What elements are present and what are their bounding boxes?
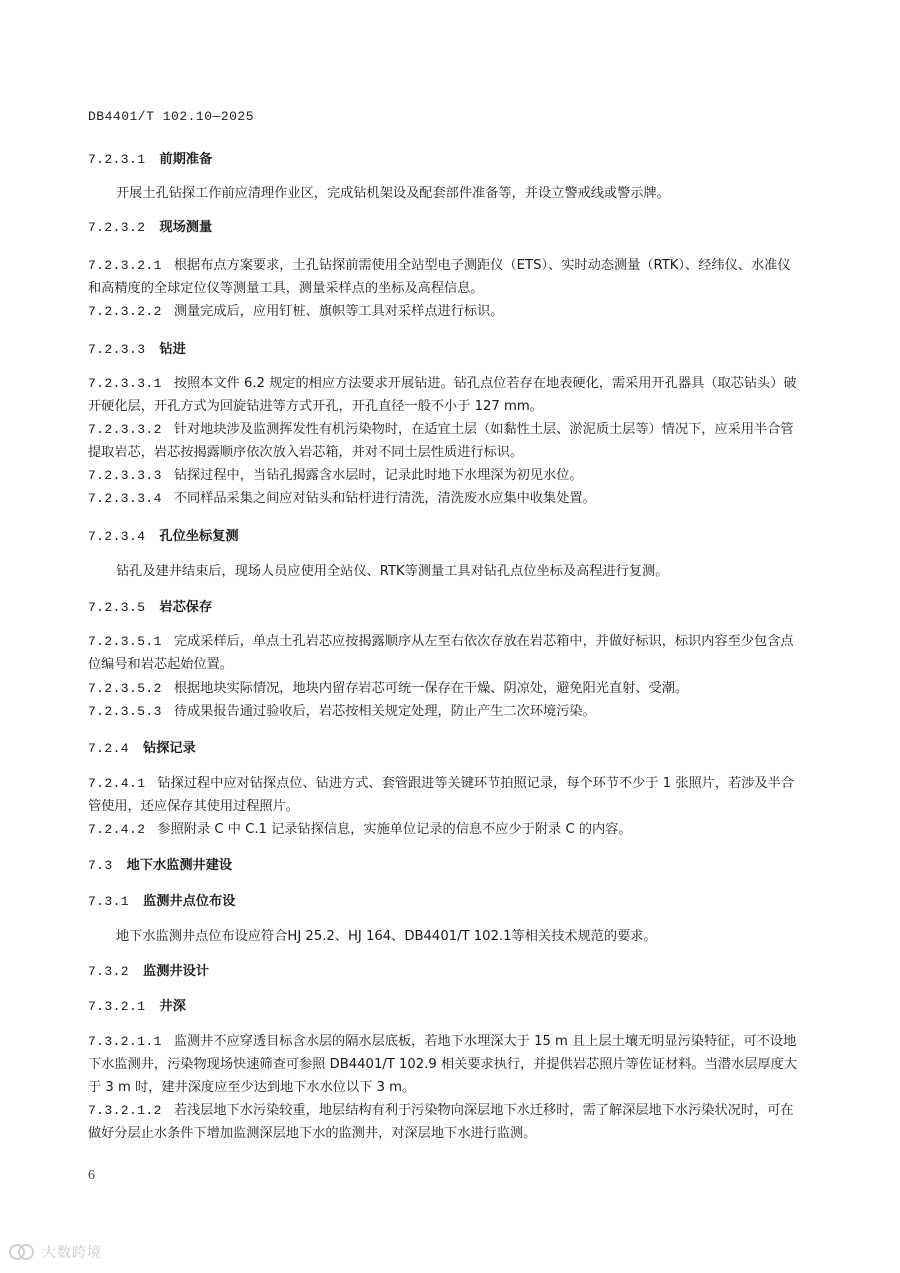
- heading-text: 前期准备: [159, 152, 213, 167]
- section-heading: [88, 960, 800, 983]
- heading-text: 监测井点位布设: [143, 894, 236, 909]
- paragraph: [88, 418, 800, 464]
- clause-number: 7.2.4.1: [88, 776, 146, 791]
- section-heading: [88, 890, 800, 913]
- clause-number: 7.2.3.3.1: [88, 376, 162, 391]
- paragraph: [88, 700, 800, 723]
- clause-number: 7.3.2: [88, 964, 130, 979]
- paragraph: [88, 772, 800, 818]
- paragraph: [88, 464, 800, 487]
- paragraph-text: 针对地块涉及监测挥发性有机污染物时，在适宜土层（如黏性土层、淤泥质土层等）情况下，应采用半合管提取岩芯，岩芯按揭露顺序依次放入岩芯箱，并对不同土层性质进行标识。: [88, 422, 794, 460]
- paragraph: [88, 630, 800, 676]
- paragraph: [88, 372, 800, 418]
- document-code: DB4401/T 102.10—2025: [88, 109, 255, 124]
- page-number: 6: [88, 1168, 95, 1183]
- watermark-logo-icon: [8, 1241, 38, 1263]
- heading-text: 钻探记录: [143, 741, 196, 756]
- clause-number: 7.2.3.5.2: [88, 681, 162, 696]
- paragraph-text: 参照附录 C 中 C.1 记录钻探信息，实施单位记录的信息不应少于附录 C 的内容。: [157, 822, 632, 837]
- clause-number: 7.2.3.3.4: [88, 491, 162, 506]
- clause-number: 7.2.4: [88, 741, 130, 756]
- heading-text: 井深: [159, 999, 186, 1014]
- clause-number: 7.2.3.2: [88, 220, 146, 235]
- paragraph: [88, 487, 800, 510]
- clause-number: 7.2.3.5.1: [88, 634, 162, 649]
- heading-text: 地下水监测井建设: [126, 858, 233, 873]
- clause-number: 7.3.2.1: [88, 999, 146, 1014]
- paragraph: [88, 818, 800, 841]
- paragraph-text: 钻孔及建井结束后，现场人员应使用全站仪、RTK等测量工具对钻孔点位坐标及高程进行复测。: [116, 564, 669, 579]
- clause-number: 7.2.3.2.1: [88, 258, 162, 273]
- clause-number: 7.2.3.5: [88, 600, 146, 615]
- watermark-text: 大数跨境: [42, 1245, 102, 1261]
- paragraph-text: 待成果报告通过验收后，岩芯按相关规定处理，防止产生二次环境污染。: [173, 704, 596, 719]
- heading-text: 孔位坐标复测: [159, 529, 239, 544]
- heading-text: 岩芯保存: [159, 600, 213, 615]
- clause-number: 7.2.3.3: [88, 342, 146, 357]
- paragraph-text: 按照本文件 6.2 规定的相应方法要求开展钻进。钻孔点位若存在地表硬化，需采用开孔器具（取芯钻头）破开硬化层，开孔方式为回旋钻进等方式开孔，开孔直径一般不小于 127 mm。: [88, 376, 797, 414]
- clause-number: 7.2.4.2: [88, 822, 146, 837]
- watermark: [8, 1241, 102, 1263]
- section-heading: [88, 148, 800, 171]
- clause-number: 7.2.3.3.2: [88, 422, 162, 437]
- heading-text: 现场测量: [159, 220, 213, 235]
- paragraph: [88, 254, 800, 300]
- section-heading: [88, 525, 800, 548]
- paragraph: [88, 1099, 800, 1145]
- clause-number: 7.3: [88, 858, 113, 873]
- clause-number: 7.2.3.5.3: [88, 704, 162, 719]
- heading-text: 监测井设计: [143, 964, 209, 979]
- section-heading: [88, 596, 800, 619]
- paragraph: [88, 560, 828, 583]
- clause-number: 7.3.2.1.1: [88, 1034, 162, 1049]
- paragraph-text: 若浅层地下水污染较重，地层结构有利于污染物向深层地下水迁移时，需了解深层地下水污染状况时，可在做好分层止水条件下增加监测深层地下水的监测井，对深层地下水进行监测。: [88, 1103, 794, 1141]
- clause-number: 7.3.1: [88, 894, 130, 909]
- clause-number: 7.2.3.2.2: [88, 304, 162, 319]
- paragraph-text: 不同样品采集之间应对钻头和钻杆进行清洗，清洗废水应集中收集处置。: [173, 491, 596, 506]
- clause-number: 7.2.3.1: [88, 152, 146, 167]
- paragraph: [88, 182, 828, 205]
- paragraph: [88, 677, 800, 700]
- paragraph-text: 钻探过程中应对钻探点位、钻进方式、套管跟进等关键环节拍照记录，每个环节不少于 1 张照片，若涉及半合管使用，还应保存其使用过程照片。: [88, 776, 795, 814]
- paragraph: [88, 1030, 800, 1099]
- paragraph-text: 测量完成后，应用钉桩、旗帜等工具对采样点进行标识。: [173, 304, 504, 319]
- clause-number: 7.2.3.3.3: [88, 468, 162, 483]
- section-heading: [88, 737, 800, 760]
- paragraph-text: 完成采样后，单点土孔岩芯应按揭露顺序从左至右依次存放在岩芯箱中，并做好标识，标识内容至少包含点位编号和岩芯起始位置。: [88, 634, 794, 672]
- paragraph-text: 地下水监测井点位布设应符合HJ 25.2、HJ 164、DB4401/T 102.1等相关技术规范的要求。: [116, 929, 657, 944]
- section-heading: [88, 995, 800, 1018]
- paragraph-text: 根据布点方案要求，土孔钻探前需使用全站型电子测距仪（ETS）、实时动态测量（RTK）、经纬仪、水准仪和高精度的全球定位仪等测量工具，测量采样点的坐标及高程信息。: [88, 258, 791, 296]
- paragraph: [88, 925, 828, 948]
- section-heading: [88, 216, 800, 239]
- paragraph: [88, 300, 800, 323]
- paragraph-text: 开展土孔钻探工作前应清理作业区，完成钻机架设及配套部件准备等，并设立警戒线或警示牌。: [116, 186, 670, 201]
- section-heading: [88, 338, 800, 361]
- heading-text: 钻进: [159, 342, 186, 357]
- paragraph-text: 监测井不应穿透目标含水层的隔水层底板，若地下水埋深大于 15 m 且上层土壤无明显污染特征，可不设地下水监测井，污染物现场快速筛查可参照 DB4401/T 102.9 相关要求执行，并提供岩芯照片等佐证材料。当潜水层厚度大于 3 m 时，建井深度应至少达到地下水水位以下 3 m。: [88, 1034, 798, 1095]
- clause-number: 7.2.3.4: [88, 529, 146, 544]
- paragraph-text: 根据地块实际情况，地块内留存岩芯可统一保存在干燥、阴凉处，避免阳光直射、受潮。: [173, 681, 689, 696]
- clause-number: 7.3.2.1.2: [88, 1103, 162, 1118]
- section-heading: [88, 854, 800, 877]
- paragraph-text: 钻探过程中，当钻孔揭露含水层时，记录此时地下水埋深为初见水位。: [173, 468, 583, 483]
